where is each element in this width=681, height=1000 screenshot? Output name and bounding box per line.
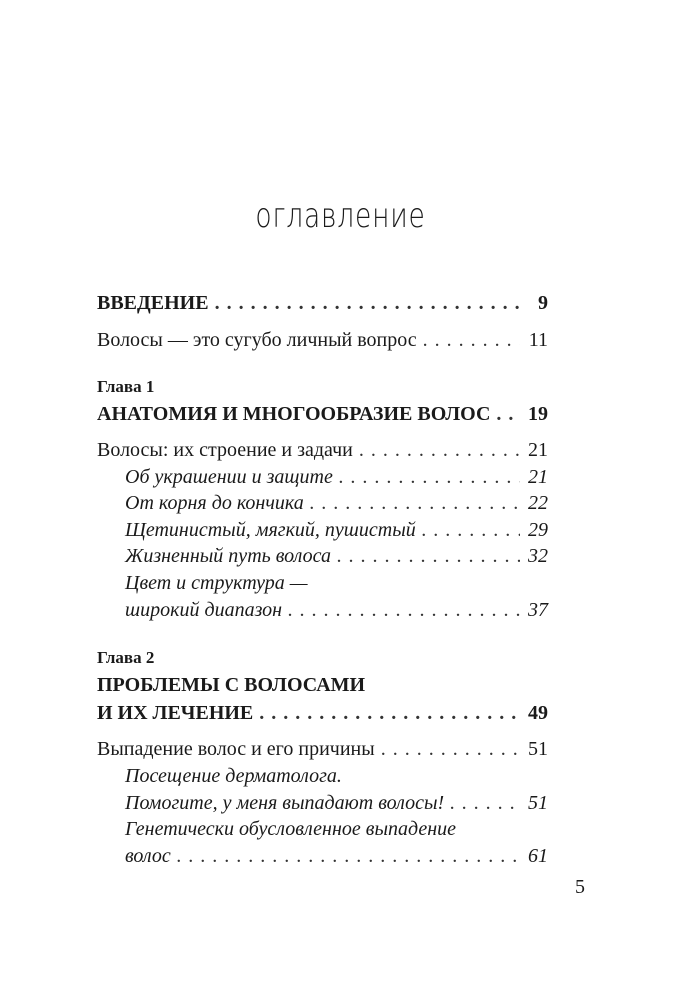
toc-page-number: 51 (528, 792, 548, 814)
toc-entry-label: И ИХ ЛЕЧЕНИЕ (97, 702, 254, 724)
dot-leader (288, 596, 520, 624)
toc-entry-subsection-line1[interactable] (125, 815, 548, 843)
toc-entry-label: АНАТОМИЯ И МНОГООБРАЗИЕ ВОЛОС (97, 403, 491, 425)
toc-entry-label: широкий диапазон (125, 599, 283, 621)
toc-page-number: 22 (528, 492, 548, 514)
chapter-2-label: Глава 2 (97, 648, 155, 667)
toc-entry-label: От корня до кончика (125, 492, 304, 514)
dot-leader (422, 516, 520, 544)
toc-entry-intro-sub[interactable] (97, 326, 548, 354)
dot-leader (259, 699, 520, 727)
toc-entry-subsection-line1[interactable] (125, 762, 548, 790)
toc-entry-subsection[interactable] (125, 596, 548, 624)
dot-leader (310, 489, 520, 517)
toc-entry-subsection[interactable] (125, 489, 548, 517)
toc-entry-subsection[interactable] (125, 789, 548, 817)
dot-leader (177, 842, 520, 870)
dot-leader (381, 735, 520, 763)
toc-entry-section[interactable] (97, 436, 548, 464)
dot-leader (450, 789, 520, 817)
toc-entry-subsection[interactable] (125, 463, 548, 491)
toc-entry-subsection[interactable] (125, 842, 548, 870)
toc-entry-subsection-line1[interactable] (125, 569, 548, 597)
chapter-1-label: Глава 1 (97, 377, 155, 396)
chapter-2-heading-line1: ПРОБЛЕМЫ С ВОЛОСАМИ (97, 674, 366, 696)
dot-leader (359, 436, 520, 464)
toc-entry-label: Посещение дерматолога. (125, 765, 342, 787)
toc-entry-chapter-2[interactable] (97, 699, 548, 727)
toc-page-number: 61 (528, 845, 548, 867)
toc-page-number: 19 (528, 403, 548, 425)
page-number: 5 (575, 876, 585, 898)
toc-entry-intro[interactable] (97, 289, 548, 317)
toc-page-number: 11 (528, 329, 548, 351)
dot-leader (496, 400, 520, 428)
dot-leader (339, 463, 520, 491)
toc-page-number: 9 (538, 292, 548, 314)
toc-page-number: 32 (528, 545, 548, 567)
dot-leader (215, 289, 520, 317)
toc-entry-label: Волосы: их строение и задачи (97, 439, 353, 461)
toc-entry-chapter-1[interactable] (97, 400, 548, 428)
dot-leader (337, 542, 520, 570)
toc-entry-label: ВВЕДЕНИЕ (97, 292, 209, 314)
toc-entry-label: Выпадение волос и его причины (97, 738, 375, 760)
toc-entry-label: Жизненный путь волоса (125, 545, 331, 567)
toc-entry-label: Волосы — это сугубо личный вопрос (97, 329, 417, 351)
toc-entry-label: Помогите, у меня выпадают волосы! (125, 792, 445, 814)
toc-page-number: 29 (528, 519, 548, 541)
toc-entry-label: Щетинистый, мягкий, пушистый (125, 519, 416, 541)
toc-entry-subsection[interactable] (125, 542, 548, 570)
page-title: оглавление (255, 196, 426, 236)
toc-entry-label: волос (125, 845, 171, 867)
toc-page-number: 21 (528, 466, 548, 488)
toc-entry-label: Цвет и структура — (125, 572, 308, 594)
toc-entry-section[interactable] (97, 735, 548, 763)
toc-entry-subsection[interactable] (125, 516, 548, 544)
toc-page-number: 21 (528, 439, 548, 461)
toc-page-number: 37 (528, 599, 548, 621)
dot-leader (423, 326, 520, 354)
toc-entry-label: Генетически обусловленное выпадение (125, 818, 457, 840)
toc-entry-label: Об украшении и защите (125, 466, 333, 488)
toc-page-number: 51 (528, 738, 548, 760)
toc-page-number: 49 (528, 702, 548, 724)
